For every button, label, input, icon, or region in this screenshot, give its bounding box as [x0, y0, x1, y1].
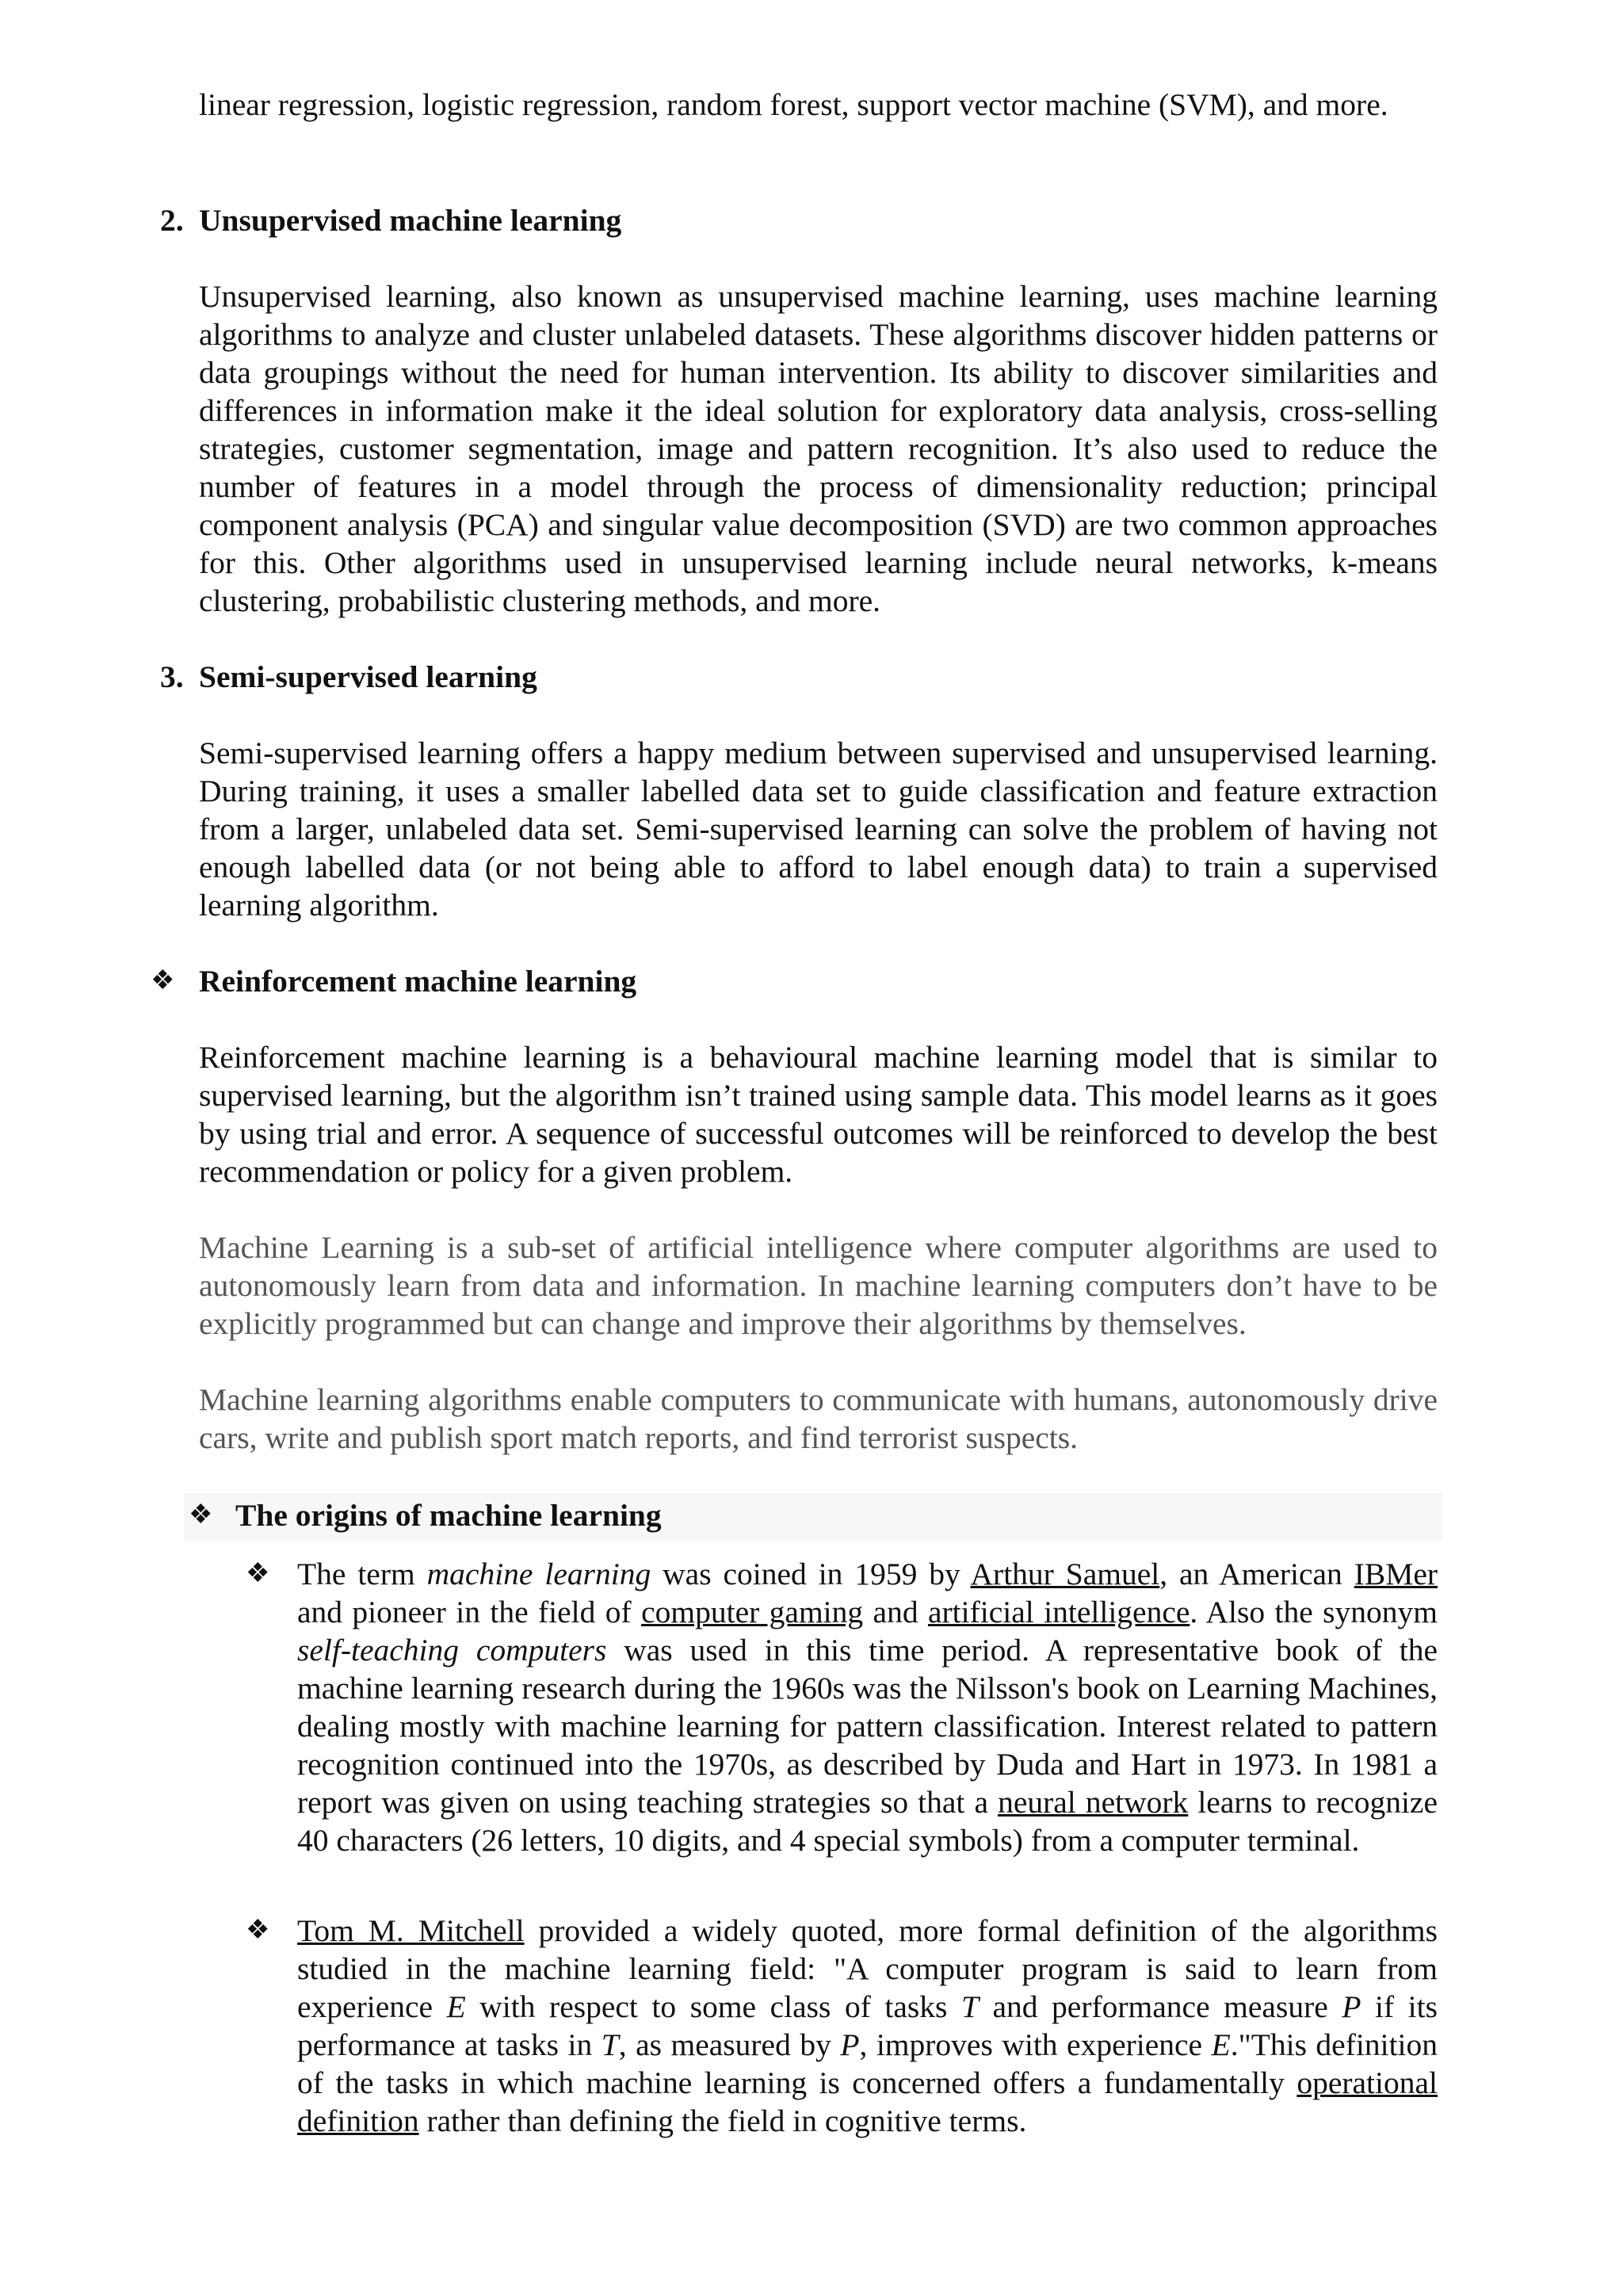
text-run: provided a widely quoted, more formal definition of the algorithms studied in the machine learning field: "A computer program is said to learn from experience	[297, 1913, 1438, 2024]
text-run: learns to recognize 40 characters (26 letters, 10 digits, and 4 special symbols) from a computer terminal.	[297, 1785, 1438, 1858]
math-symbol: E	[1211, 2027, 1231, 2062]
text-run: , an American	[1159, 1557, 1354, 1591]
link-ibmer[interactable]: IBMer	[1354, 1557, 1438, 1591]
text-run: with respect to some class of tasks	[465, 1989, 961, 2024]
text-run: . Also the synonym	[1190, 1595, 1438, 1629]
link-arthur-samuel[interactable]: Arthur Samuel	[970, 1557, 1160, 1591]
origins-heading	[0, 1496, 1623, 1534]
math-symbol: T	[960, 1989, 979, 2024]
section-title: The origins of machine learning	[235, 1498, 662, 1533]
math-symbol: T	[601, 2027, 619, 2062]
text-run: if its performance at tasks in	[297, 1989, 1438, 2062]
diamond-bullet-icon: ❖	[246, 1559, 270, 1588]
link-operational-definition[interactable]: operational definition	[297, 2065, 1438, 2138]
text-run: and performance measure	[978, 1989, 1342, 2024]
diamond-bullet-icon: ❖	[246, 1916, 270, 1945]
text-run: The term	[297, 1557, 427, 1591]
reinforcement-heading	[0, 962, 1623, 1000]
text-run: and pioneer in the field of	[297, 1595, 642, 1629]
math-symbol: P	[1342, 1989, 1361, 2024]
emphasis-term: self-teaching computers	[297, 1633, 607, 1668]
diamond-bullet-icon: ❖	[151, 966, 175, 995]
text-run: , as measured by	[618, 2027, 841, 2062]
section-number: 3.	[160, 659, 184, 694]
text-run: rather than defining the field in cognitive terms.	[418, 2103, 1027, 2138]
ml-definition-paragraph-1: Machine Learning is a sub-set of artificial intelligence where computer algorithms are used to autonomously learn from data and information. In machine learning computers don’t have to be explicitly programmed but can change and improve their algorithms by themselves.	[199, 1230, 1438, 1341]
text-run: was coined in 1959 by	[651, 1557, 971, 1591]
link-artificial-intelligence[interactable]: artificial intelligence	[927, 1595, 1190, 1629]
origins-item-2	[297, 1912, 1438, 2140]
link-computer-gaming[interactable]: computer gaming	[641, 1595, 864, 1629]
diamond-bullet-icon: ❖	[189, 1500, 213, 1530]
semi-supervised-body: Semi-supervised learning offers a happy medium between supervised and unsupervised learning. During training, it uses a smaller labelled data set to guide classification and feature extraction from a larger, unlabeled data set. Semi-supervised learning can solve the problem of having not enough labelled data (or not being able to afford to label enough data) to train a supervised learning algorithm.	[199, 735, 1438, 923]
unsupervised-heading	[0, 201, 1623, 239]
unsupervised-body: Unsupervised learning, also known as unsupervised machine learning, uses machine learning algorithms to analyze and cluster unlabeled datasets. These algorithms discover hidden patterns or data groupings without the need for human intervention. Its ability to discover similarities and differences in information make it the ideal solution for exploratory data analysis, cross-selling strategies, customer segmentation, image and pattern recognition. It’s also used to reduce the number of features in a model through the process of dimensionality reduction; principal component analysis (PCA) and singular value decomposition (SVD) are two common approaches for this. Other algorithms used in unsupervised learning include neural networks, k-means clustering, probabilistic clustering methods, and more.	[199, 279, 1438, 618]
text-run: ."This definition of the tasks in which machine learning is concerned offers a fundamentally	[297, 2027, 1438, 2100]
link-tom-mitchell[interactable]: Tom M. Mitchell	[297, 1913, 525, 1948]
section-title: Unsupervised machine learning	[199, 203, 622, 238]
emphasis-term: machine learning	[426, 1557, 651, 1591]
text-run: , improves with experience	[859, 2027, 1212, 2062]
semi-supervised-heading	[0, 658, 1623, 696]
text-run: and	[863, 1595, 928, 1629]
section-title: Reinforcement machine learning	[199, 964, 637, 999]
text-run: was used in this time period. A representative book of the machine learning research during the 1960s was the Nilsson's book on Learning Machines, dealing mostly with machine learning for pattern classification. Interest related to pattern recognition continued into the 1970s, as described by Duda and Hart in 1973. In 1981 a report was given on using teaching strategies so that a	[297, 1633, 1438, 1820]
intro-tail-paragraph: linear regression, logistic regression, random forest, support vector machine (SVM), and more.	[199, 87, 1388, 122]
reinforcement-body: Reinforcement machine learning is a behavioural machine learning model that is similar to supervised learning, but the algorithm isn’t trained using sample data. This model learns as it goes by using trial and error. A sequence of successful outcomes will be reinforced to develop the best recommendation or policy for a given problem.	[199, 1040, 1438, 1189]
math-symbol: E	[446, 1989, 466, 2024]
section-title: Semi-supervised learning	[199, 659, 537, 694]
section-number: 2.	[160, 203, 184, 238]
link-neural-network[interactable]: neural network	[998, 1785, 1189, 1820]
math-symbol: P	[840, 2027, 860, 2062]
origins-item-1	[297, 1555, 1438, 1859]
ml-definition-paragraph-2: Machine learning algorithms enable computers to communicate with humans, autonomously drive cars, write and publish sport match reports, and find terrorist suspects.	[199, 1382, 1438, 1455]
